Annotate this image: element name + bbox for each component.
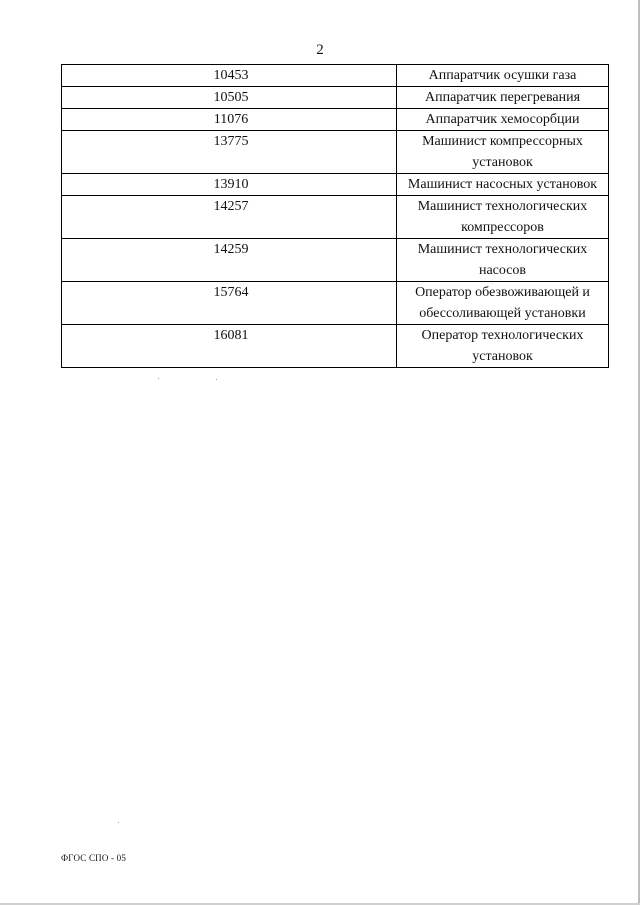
profession-name: Машинист технологических компрессоров [397,196,609,239]
profession-name: Машинист компрессорных установок [397,131,609,174]
profession-code: 11076 [62,109,397,131]
profession-code: 13775 [62,131,397,174]
table-row [62,196,609,239]
table-row [62,109,609,131]
table-row [62,174,609,196]
profession-code: 14259 [62,239,397,282]
profession-name: Машинист технологических насосов [397,239,609,282]
profession-name: Оператор обезвоживающей и обессоливающей установки [397,282,609,325]
profession-name: Аппаратчик хемосорбции [397,109,609,131]
profession-name: Аппаратчик осушки газа [397,65,609,87]
table-row [62,87,609,109]
table-row [62,282,609,325]
profession-code: 13910 [62,174,397,196]
footer-document-code: ФГОС СПО - 05 [61,853,127,863]
profession-code: 14257 [62,196,397,239]
table-row [62,239,609,282]
scan-speck [216,379,217,380]
profession-code: 10505 [62,87,397,109]
table-row [62,131,609,174]
table-row [62,325,609,368]
professions-table [61,64,609,368]
profession-code: 15764 [62,282,397,325]
table-row [62,65,609,87]
profession-code: 16081 [62,325,397,368]
profession-name: Оператор технологических установок [397,325,609,368]
scan-speck [158,378,159,379]
page-number: 2 [316,42,324,58]
profession-code: 10453 [62,65,397,87]
profession-name: Машинист насосных установок [397,174,609,196]
profession-name: Аппаратчик перегревания [397,87,609,109]
scan-speck [118,822,119,823]
